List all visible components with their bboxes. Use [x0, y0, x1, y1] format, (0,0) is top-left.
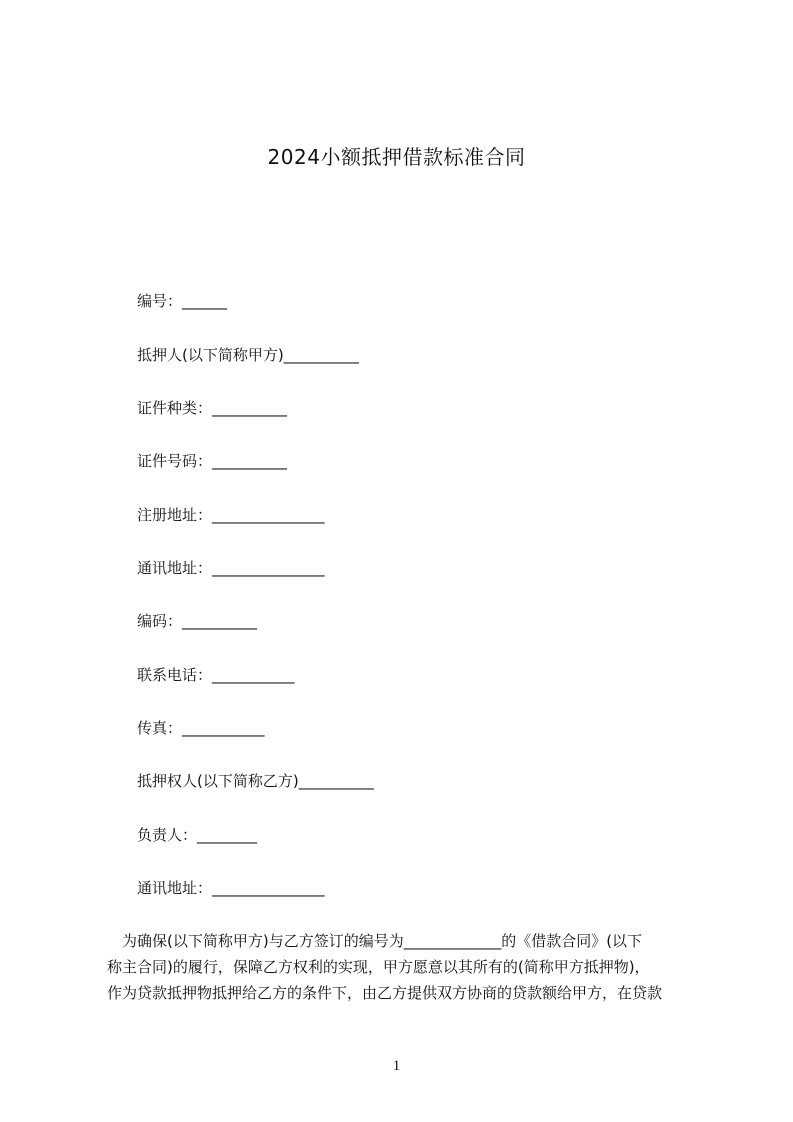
mortgagee-mailing-address-field: 通讯地址：_______________ — [137, 879, 325, 897]
mortgagor-field: 抵押人(以下简称甲方)__________ — [137, 346, 359, 364]
postal-code-field: 编码：__________ — [137, 612, 258, 630]
body-paragraph — [107, 928, 702, 1006]
mailing-address-field: 通讯地址：_______________ — [137, 559, 325, 577]
paragraph-line: 为确保(以下简称甲方)与乙方签订的编号为_____________的《借款合同》(以下 — [107, 932, 643, 950]
contract-number-field: 编号：______ — [137, 292, 228, 310]
fax-field: 传真：___________ — [137, 719, 265, 737]
registered-address-field: 注册地址：_______________ — [137, 506, 325, 524]
page-number: 1 — [392, 1058, 401, 1074]
phone-field: 联系电话：___________ — [137, 666, 295, 684]
responsible-person-field: 负责人：________ — [137, 826, 258, 844]
document-title: 2024小额抵押借款标准合同 — [267, 145, 526, 169]
id-type-field: 证件种类：__________ — [137, 399, 288, 417]
paragraph-line: 作为贷款抵押物抵押给乙方的条件下，由乙方提供双方协商的贷款额给甲方，在贷款 — [107, 984, 663, 1002]
paragraph-line: 称主合同)的履行，保障乙方权利的实现，甲方愿意以其所有的(简称甲方抵押物)， — [107, 958, 650, 976]
id-number-field: 证件号码：__________ — [137, 452, 288, 470]
mortgagee-field: 抵押权人(以下简称乙方)__________ — [137, 772, 374, 790]
